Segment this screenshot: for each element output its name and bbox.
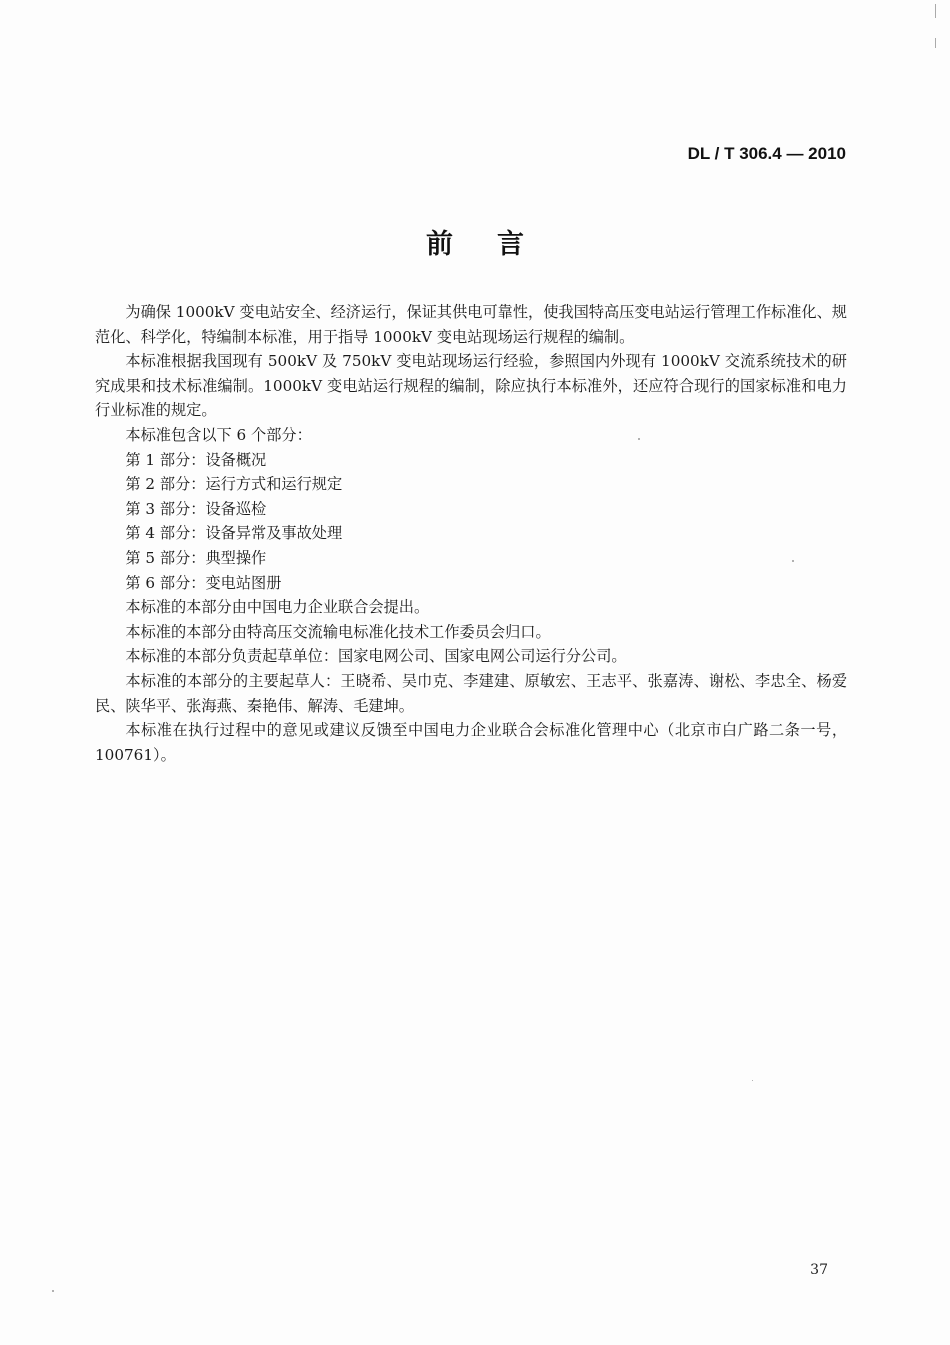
paragraph: 本标准的本部分由中国电力企业联合会提出。 — [125, 598, 430, 617]
preface-body — [95, 300, 847, 767]
scan-edge-mark — [935, 4, 936, 18]
list-item-part-5: 第 5 部分：典型操作 — [125, 548, 267, 567]
paragraph: 本标准根据我国现有 500kV 及 750kV 变电站现场运行经验，参照国内外现有 1000kV 交流系统技术的研究成果和技术标准编制。1000kV 变电站运行规程的编制，除应执行本标准外，还应符合现行的国家标准和电力行业标准的规定。 — [95, 352, 847, 420]
list-item-part-2: 第 2 部分：运行方式和运行规定 — [125, 475, 343, 494]
page-number: 37 — [810, 1262, 828, 1278]
paragraph: 本标准的本部分负责起草单位：国家电网公司、国家电网公司运行分公司。 — [125, 647, 627, 666]
paragraph: 本标准在执行过程中的意见或建议反馈至中国电力企业联合会标准化管理中心（北京市白广路二条一号，100761）。 — [95, 721, 847, 764]
page-title: 前言 — [426, 229, 568, 260]
list-item-part-4: 第 4 部分：设备异常及事故处理 — [125, 524, 343, 543]
list-item-part-3: 第 3 部分：设备巡检 — [125, 499, 267, 518]
list-item-part-6: 第 6 部分：变电站图册 — [125, 573, 282, 592]
paragraph: 本标准的本部分由特高压交流输电标准化技术工作委员会归口。 — [125, 622, 551, 641]
paragraph: 为确保 1000kV 变电站安全、经济运行，保证其供电可靠性，使我国特高压变电站运行管理工作标准化、规范化、科学化，特编制本标准，用于指导 1000kV 变电站现场运行规程的编制。 — [95, 303, 847, 346]
paragraph: 本标准的本部分的主要起草人：王晓希、吴巾克、李建建、原敏宏、王志平、张嘉涛、谢松、李忠全、杨爱民、陕华平、张海燕、秦艳伟、解涛、毛建坤。 — [95, 671, 847, 715]
scan-speck — [792, 560, 794, 562]
scan-speck — [752, 1080, 753, 1081]
scan-edge-mark — [935, 38, 936, 48]
scan-speck — [638, 438, 640, 440]
paragraph: 本标准包含以下 6 个部分： — [125, 425, 312, 444]
list-item-part-1: 第 1 部分：设备概况 — [125, 450, 267, 469]
standard-code: DL / T 306.4 — 2010 — [687, 144, 846, 163]
scan-speck — [52, 1290, 54, 1292]
